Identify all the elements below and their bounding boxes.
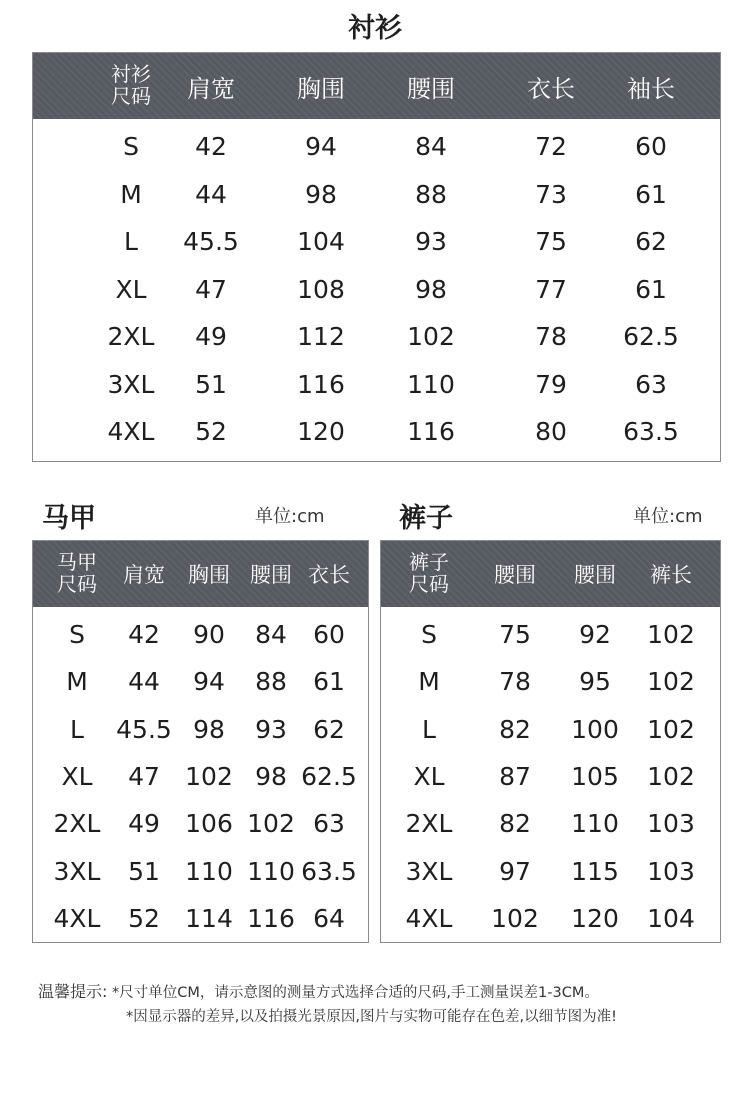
table-row (33, 800, 368, 847)
vest-cell: 62.5 (301, 762, 357, 792)
table-row (33, 218, 720, 266)
table-row (33, 895, 368, 942)
shirt-cell: 2XL (107, 322, 155, 352)
shirt-cell: 60 (635, 132, 667, 162)
shirt-header-2 (266, 53, 376, 119)
vest-header-0-line-1: 尺码 (57, 572, 97, 596)
shirt-cell: 3XL (107, 369, 155, 399)
pants-header-0-line-1: 尺码 (409, 572, 449, 596)
vest-cell: 51 (128, 856, 160, 886)
vest-cell: 49 (128, 809, 160, 839)
vest-cell: 98 (255, 762, 287, 792)
table-row (381, 753, 720, 800)
table-row (33, 706, 368, 753)
shirt-cell: 73 (535, 179, 567, 209)
shirt-header-4 (496, 53, 606, 119)
shirt-header-3 (376, 53, 486, 119)
table-row (381, 895, 720, 942)
shirt-header-1 (156, 53, 266, 119)
vest-header-0-line-0: 马甲 (57, 550, 97, 575)
shirt-cell: 45.5 (183, 227, 239, 257)
shirt-cell: 4XL (107, 417, 155, 447)
pants-cell: 95 (579, 667, 611, 697)
vest-header-0 (44, 541, 110, 607)
table-row (381, 706, 720, 753)
vest-header-2-line-0: 胸围 (188, 563, 230, 587)
vest-header-4-line-0: 衣长 (308, 563, 350, 587)
vest-header-2 (176, 541, 242, 607)
table-row (381, 800, 720, 847)
table-row (381, 611, 720, 658)
vest-cell: XL (61, 762, 93, 792)
shirt-cell: 93 (415, 227, 447, 257)
vest-header-3-line-0: 腰围 (250, 563, 292, 587)
shirt-cell: 116 (407, 417, 455, 447)
shirt-cell: 104 (297, 227, 345, 257)
vest-cell: 45.5 (116, 714, 172, 744)
table-row (33, 408, 720, 456)
pants-cell: 115 (571, 856, 619, 886)
pants-table-header (381, 541, 720, 607)
vest-header-3 (238, 541, 304, 607)
pants-cell: M (418, 667, 440, 697)
pants-header-2-line-0: 腰围 (574, 563, 616, 587)
vest-cell: 47 (128, 762, 160, 792)
pants-cell: 82 (499, 809, 531, 839)
pants-header-1 (475, 541, 555, 607)
shirt-cell: XL (115, 274, 147, 304)
pants-header-0 (389, 541, 469, 607)
pants-cell: 120 (571, 903, 619, 933)
shirt-size-table (32, 52, 721, 462)
shirt-cell: 79 (535, 369, 567, 399)
vest-cell: 93 (255, 714, 287, 744)
pants-cell: XL (413, 762, 445, 792)
vest-cell: 102 (185, 762, 233, 792)
pants-cell: 2XL (405, 809, 453, 839)
table-row (33, 361, 720, 409)
vest-unit-label: 单位:cm (255, 506, 325, 527)
vest-cell: 110 (247, 856, 295, 886)
vest-cell: 2XL (53, 809, 101, 839)
shirt-header-2-line-0: 胸围 (297, 74, 345, 103)
vest-cell: 98 (193, 714, 225, 744)
shirt-cell: 112 (297, 322, 345, 352)
vest-header-1-line-0: 肩宽 (123, 563, 165, 587)
shirt-cell: L (124, 227, 138, 257)
pants-cell: 82 (499, 714, 531, 744)
shirt-cell: 61 (635, 179, 667, 209)
vest-cell: 61 (313, 667, 345, 697)
shirt-cell: S (123, 132, 139, 162)
vest-cell: S (69, 620, 85, 650)
shirt-header-5 (596, 53, 706, 119)
pants-cell: S (421, 620, 437, 650)
shirt-cell: 94 (305, 132, 337, 162)
shirt-cell: 44 (195, 179, 227, 209)
shirt-cell: 84 (415, 132, 447, 162)
shirt-cell: 61 (635, 274, 667, 304)
pants-cell: 110 (571, 809, 619, 839)
pants-cell: 104 (647, 903, 695, 933)
pants-size-table (380, 540, 721, 943)
vest-cell: 102 (247, 809, 295, 839)
shirt-cell: 42 (195, 132, 227, 162)
shirt-cell: 62.5 (623, 322, 679, 352)
shirt-cell: 72 (535, 132, 567, 162)
shirt-header-3-line-0: 腰围 (407, 74, 455, 103)
table-row (33, 123, 720, 171)
pants-cell: 102 (647, 620, 695, 650)
shirt-header-1-line-0: 肩宽 (187, 74, 235, 103)
pants-cell: 4XL (405, 903, 453, 933)
shirt-header-0-line-1: 尺码 (111, 84, 151, 108)
vest-cell: 88 (255, 667, 287, 697)
shirt-cell: 98 (415, 274, 447, 304)
shirt-cell: 47 (195, 274, 227, 304)
shirt-cell: 98 (305, 179, 337, 209)
shirt-cell: 110 (407, 369, 455, 399)
pants-cell: 100 (571, 714, 619, 744)
shirt-cell: M (120, 179, 142, 209)
shirt-cell: 63.5 (623, 417, 679, 447)
table-row (33, 611, 368, 658)
shirt-cell: 63 (635, 369, 667, 399)
vest-cell: 44 (128, 667, 160, 697)
table-row (33, 848, 368, 895)
note-line-2: *因显示器的差异,以及拍摄光景原因,图片与实物可能存在色差,以细节图为准! (126, 1009, 617, 1025)
shirt-cell: 88 (415, 179, 447, 209)
vest-cell: 42 (128, 620, 160, 650)
shirt-cell: 102 (407, 322, 455, 352)
table-row (381, 848, 720, 895)
pants-cell: L (422, 714, 436, 744)
table-row (33, 313, 720, 361)
note-line-1 (38, 980, 617, 1005)
note-text-1: *尺寸单位CM，请示意图的测量方式选择合适的尺码,手工测量误差1-3CM。 (112, 985, 599, 1001)
shirt-cell: 51 (195, 369, 227, 399)
vest-cell: 94 (193, 667, 225, 697)
shirt-header-5-line-0: 袖长 (627, 74, 675, 103)
pants-header-2 (555, 541, 635, 607)
pants-cell: 102 (647, 714, 695, 744)
pants-cell: 75 (499, 620, 531, 650)
pants-cell: 3XL (405, 856, 453, 886)
pants-cell: 87 (499, 762, 531, 792)
shirt-table-title: 衬衫 (348, 13, 402, 44)
pants-cell: 103 (647, 809, 695, 839)
vest-size-table (32, 540, 369, 943)
table-row (381, 658, 720, 705)
pants-cell: 102 (491, 903, 539, 933)
shirt-cell: 77 (535, 274, 567, 304)
table-row (33, 266, 720, 314)
shirt-header-0-line-0: 衬衫 (111, 62, 151, 87)
pants-header-3-line-0: 裤长 (650, 563, 692, 587)
vest-header-1 (111, 541, 177, 607)
vest-cell: 52 (128, 903, 160, 933)
vest-cell: M (66, 667, 88, 697)
vest-cell: L (70, 714, 84, 744)
pants-cell: 102 (647, 762, 695, 792)
table-row (33, 753, 368, 800)
vest-cell: 90 (193, 620, 225, 650)
table-row (33, 171, 720, 219)
vest-cell: 63.5 (301, 856, 357, 886)
pants-cell: 97 (499, 856, 531, 886)
shirt-cell: 120 (297, 417, 345, 447)
vest-cell: 63 (313, 809, 345, 839)
shirt-header-4-line-0: 衣长 (527, 74, 575, 103)
vest-cell: 3XL (53, 856, 101, 886)
pants-cell: 78 (499, 667, 531, 697)
notes-label: 温馨提示: (38, 982, 108, 1001)
vest-cell: 84 (255, 620, 287, 650)
vest-table-title: 马甲 (42, 503, 96, 534)
shirt-cell: 78 (535, 322, 567, 352)
pants-cell: 102 (647, 667, 695, 697)
pants-unit-label: 单位:cm (633, 506, 703, 527)
vest-cell: 114 (185, 903, 233, 933)
shirt-cell: 62 (635, 227, 667, 257)
pants-header-3 (631, 541, 711, 607)
pants-header-1-line-0: 腰围 (494, 563, 536, 587)
table-row (33, 658, 368, 705)
pants-cell: 92 (579, 620, 611, 650)
pants-cell: 105 (571, 762, 619, 792)
shirt-table-header (33, 53, 720, 119)
pants-cell: 103 (647, 856, 695, 886)
shirt-cell: 52 (195, 417, 227, 447)
shirt-cell: 116 (297, 369, 345, 399)
size-notes (38, 980, 617, 1029)
vest-cell: 60 (313, 620, 345, 650)
pants-table-title: 裤子 (399, 503, 453, 534)
shirt-cell: 80 (535, 417, 567, 447)
vest-header-4 (296, 541, 362, 607)
vest-cell: 110 (185, 856, 233, 886)
pants-header-0-line-0: 裤子 (409, 550, 449, 575)
shirt-cell: 49 (195, 322, 227, 352)
shirt-cell: 75 (535, 227, 567, 257)
shirt-cell: 108 (297, 274, 345, 304)
vest-table-header (33, 541, 368, 607)
vest-cell: 64 (313, 903, 345, 933)
vest-cell: 116 (247, 903, 295, 933)
vest-cell: 62 (313, 714, 345, 744)
vest-cell: 106 (185, 809, 233, 839)
vest-cell: 4XL (53, 903, 101, 933)
